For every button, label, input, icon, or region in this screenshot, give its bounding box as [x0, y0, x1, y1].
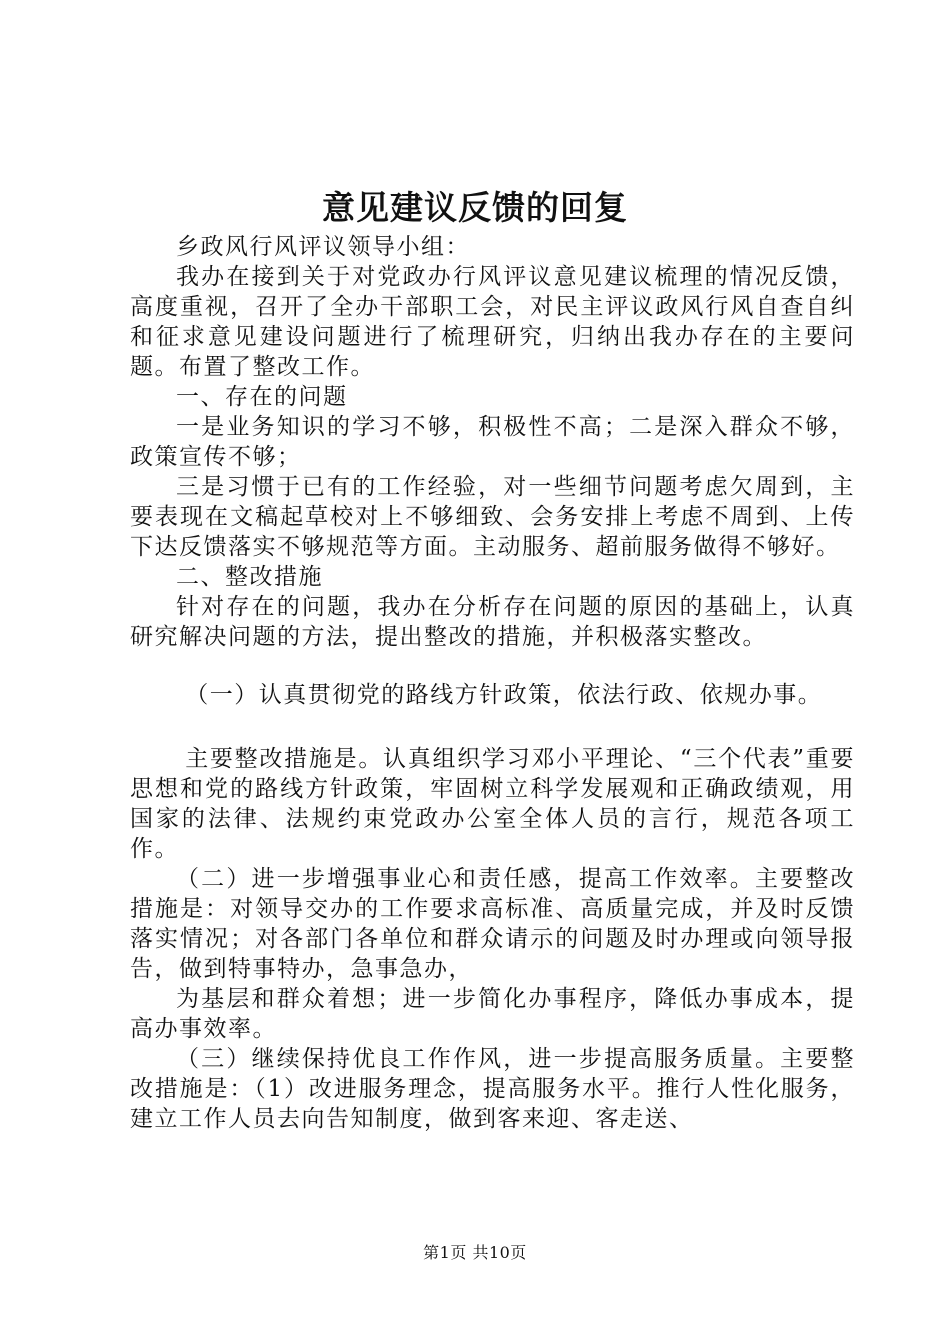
salutation: 乡政风行风评议领导小组： — [176, 234, 470, 260]
section-heading-measures: 二、整改措施 — [176, 564, 323, 590]
subheading-measure-1: （一）认真贯彻党的路线方针政策，依法行政、依规办事。 — [185, 682, 823, 708]
paragraph-problem-1-2: 一是业务知识的学习不够，积极性不高；二是深入群众不够，政策宣传不够； — [130, 414, 855, 470]
section-heading-problems: 一、存在的问题 — [176, 384, 348, 410]
paragraph-measure-3: （三）继续保持优良工作作风，进一步提高服务质量。主要整改措施是：（1）改进服务理念，提高服务水平。推行人性化服务，建立工作人员去向告知制度，做到客来迎、客走送、 — [130, 1046, 855, 1132]
document-title: 意见建议反馈的回复 — [322, 188, 628, 227]
paragraph-measure-2-cont: 为基层和群众着想；进一步简化办事程序，降低办事成本，提高办事效率。 — [130, 986, 855, 1042]
paragraph-measure-1-detail: 主要整改措施是。认真组织学习邓小平理论、“三个代表”重要思想和党的路线方针政策，牢固树立科学发展观和正确政绩观，用国家的法律、法规约束党政办公室全体人员的言行，规范各项工作。 — [130, 746, 855, 862]
paragraph-measures-intro: 针对存在的问题，我办在分析存在问题的原因的基础上，认真研究解决问题的方法，提出整改的措施，并积极落实整改。 — [130, 594, 855, 650]
paragraph-measure-2: （二）进一步增强事业心和责任感，提高工作效率。主要整改措施是：对领导交办的工作要求高标准、高质量完成，并及时反馈落实情况；对各部门各单位和群众请示的问题及时办理或向领导报告，做到特事特办，急事急办， — [130, 866, 855, 982]
paragraph-problem-3: 三是习惯于已有的工作经验，对一些细节问题考虑欠周到，主要表现在文稿起草校对上不够细致、会务安排上考虑不周到、上传下达反馈落实不够规范等方面。主动服务、超前服务做得不够好。 — [130, 474, 855, 560]
page-number: 第1页 共10页 — [423, 1243, 527, 1262]
document-body — [130, 232, 855, 1134]
paragraph-intro: 我办在接到关于对党政办行风评议意见建议梳理的情况反馈，高度重视，召开了全办干部职工会，对民主评议政风行风自查自纠和征求意见建设问题进行了梳理研究，归纳出我办存在的主要问题。布置了整改工作。 — [130, 264, 855, 380]
